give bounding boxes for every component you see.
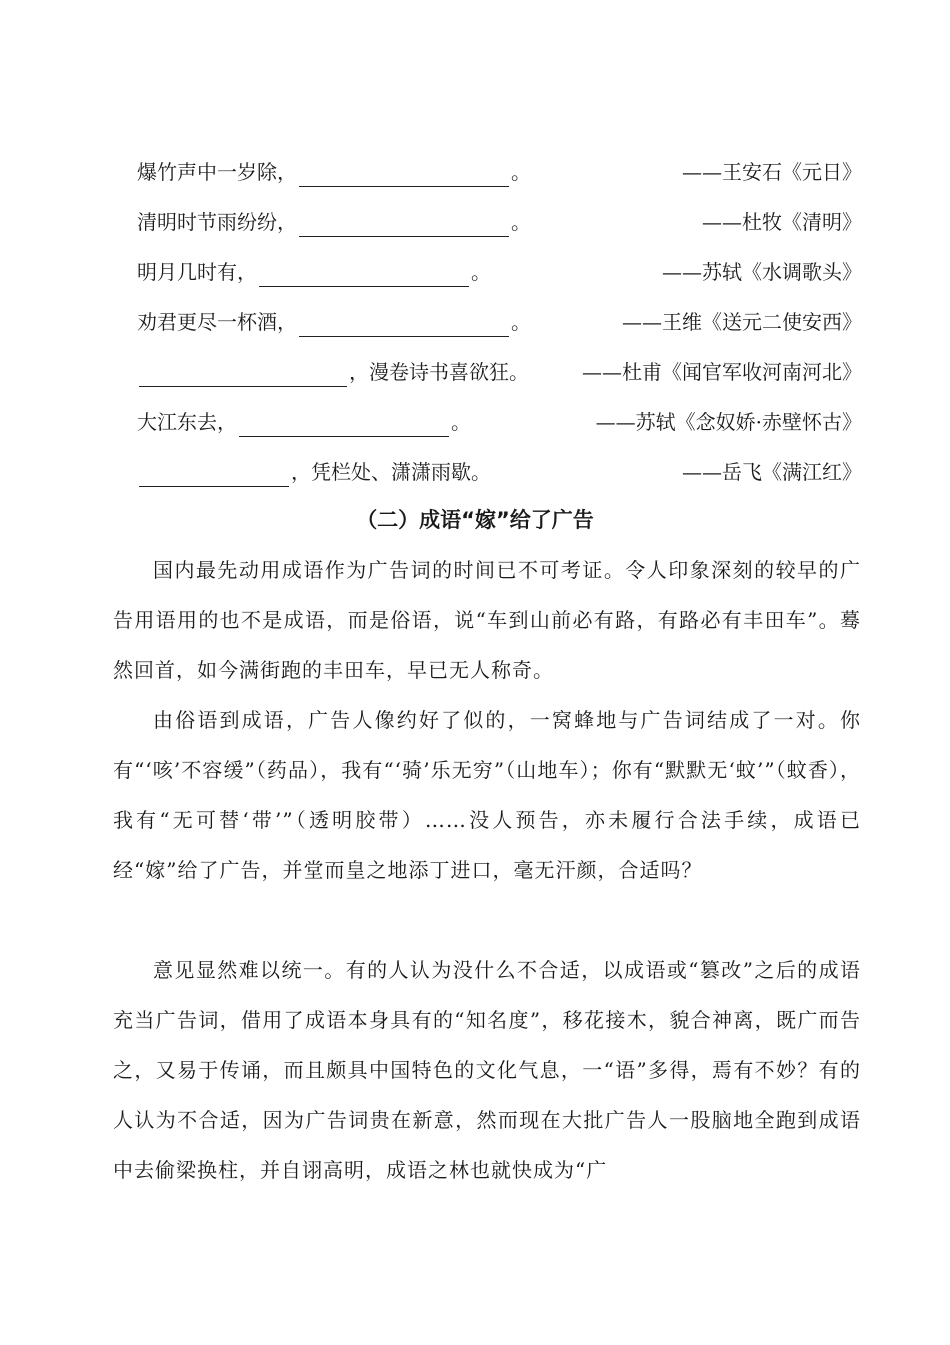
poem-line-7-end: ，凭栏处、潇潇雨歇。 (291, 460, 491, 484)
poem-line-6-text: 大江东去， (137, 410, 237, 434)
poem-source-7: ——岳飞《满江红》 (682, 460, 862, 484)
poem-line-4 (137, 307, 862, 337)
poem-line-1 (137, 157, 862, 187)
poem-line-3-end: 。 (471, 260, 491, 284)
poem-line-3-text: 明月几时有， (137, 260, 257, 284)
poem-line-5-end: ，漫卷诗书喜欲狂。 (349, 360, 529, 384)
poem-line-2 (137, 207, 862, 237)
answer-blank-6[interactable] (239, 414, 449, 437)
answer-blank-5[interactable] (139, 364, 347, 387)
poem-source-3: ——苏轼《水调歌头》 (662, 260, 862, 284)
poem-line-1-end: 。 (511, 160, 531, 184)
paragraph-3: 意见显然难以统一。有的人认为没什么不合适，以成语或“篡改”之后的成语充当广告词，借用了成语本身具有的“知名度”，移花接木，貌合神离，既广而告之，又易于传诵，而且颇具中国特色的文化气息，一“语”多得，焉有不妙？有的人认为不合适，因为广告词贵在新意，然而现在大批广告人一股脑地全跑到成语中去偷梁换柱，并自诩高明，成语之林也就快成为“广 (113, 958, 861, 1182)
paragraph-2: 由俗语到成语，广告人像约好了似的，一窝蜂地与广告词结成了一对。你有“‘咳’不容缓”（药品），我有“‘骑’乐无穷”（山地车）；你有“默默无‘蚊’”（蚊香），我有“无可替‘带’”（透明胶带）……没人预告，亦未履行合法手续，成语已经“嫁”给了广告，并堂而皇之地添丁进口，毫无汗颜，合适吗？ (113, 708, 861, 882)
poem-line-1-text: 爆竹声中一岁除， (137, 160, 297, 184)
answer-blank-2[interactable] (299, 214, 509, 237)
poem-source-5: ——杜甫《闻官军收河南河北》 (582, 360, 862, 384)
poem-line-6 (137, 407, 862, 437)
poem-source-6: ——苏轼《念奴娇·赤壁怀古》 (595, 410, 862, 434)
answer-blank-3[interactable] (259, 264, 469, 287)
poem-line-6-end: 。 (451, 410, 471, 434)
poem-source-4: ——王维《送元二使安西》 (622, 310, 862, 334)
poem-line-4-text: 劝君更尽一杯酒， (137, 310, 297, 334)
poem-line-7 (137, 457, 862, 487)
answer-blank-7[interactable] (139, 464, 289, 487)
poem-source-1: ——王安石《元日》 (682, 160, 862, 184)
poem-line-2-end: 。 (511, 210, 531, 234)
paragraph-1: 国内最先动用成语作为广告词的时间已不可考证。令人印象深刻的较早的广告用语用的也不是成语，而是俗语，说“车到山前必有路，有路必有丰田车”。蓦然回首，如今满街跑的丰田车，早已无人称奇。 (113, 558, 861, 682)
poem-line-4-end: 。 (511, 310, 531, 334)
answer-blank-4[interactable] (299, 314, 509, 337)
poem-line-5 (137, 357, 862, 387)
poem-line-3 (137, 257, 862, 287)
poem-source-2: ——杜牧《清明》 (702, 210, 862, 234)
section-title: （二）成语“嫁”给了广告 (356, 508, 594, 532)
poem-line-2-text: 清明时节雨纷纷， (137, 210, 297, 234)
answer-blank-1[interactable] (299, 164, 509, 187)
